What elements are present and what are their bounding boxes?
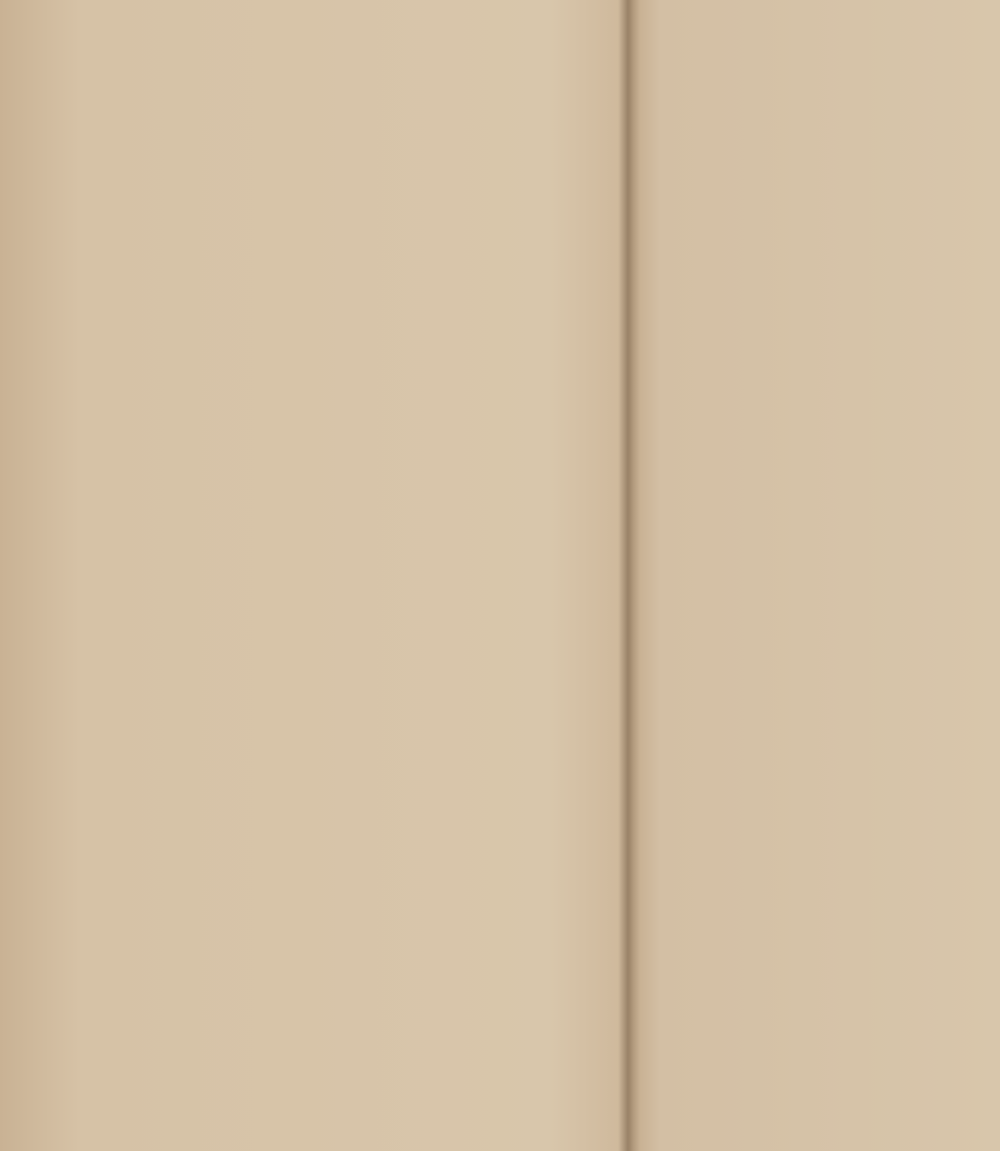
verwittwet-header <box>441 262 453 308</box>
maennlich-header <box>268 264 282 308</box>
handwerker-header <box>753 270 769 310</box>
blind-header <box>898 262 916 310</box>
bloedsinnig-header <box>941 262 957 310</box>
col5-header <box>411 70 557 254</box>
col4-header <box>356 70 406 310</box>
reisender-header <box>772 270 790 310</box>
weiblich-header <box>288 264 302 308</box>
alle-uebrigen-header <box>872 258 892 310</box>
col6-header <box>562 70 620 310</box>
preussische-header <box>643 258 663 308</box>
col7-header <box>642 96 746 256</box>
col3-header <box>309 70 353 256</box>
col8-header <box>752 86 898 258</box>
ordnungsnummer-header <box>38 120 64 270</box>
verehelicht-header <box>425 262 437 308</box>
col1-header <box>62 70 262 256</box>
col9-header <box>904 86 968 260</box>
irrsinnig-header <box>962 262 978 310</box>
ledig-header <box>409 262 421 308</box>
col2-header <box>266 70 306 256</box>
taubstumm-header <box>921 262 937 310</box>
geschieden-header <box>457 262 469 308</box>
